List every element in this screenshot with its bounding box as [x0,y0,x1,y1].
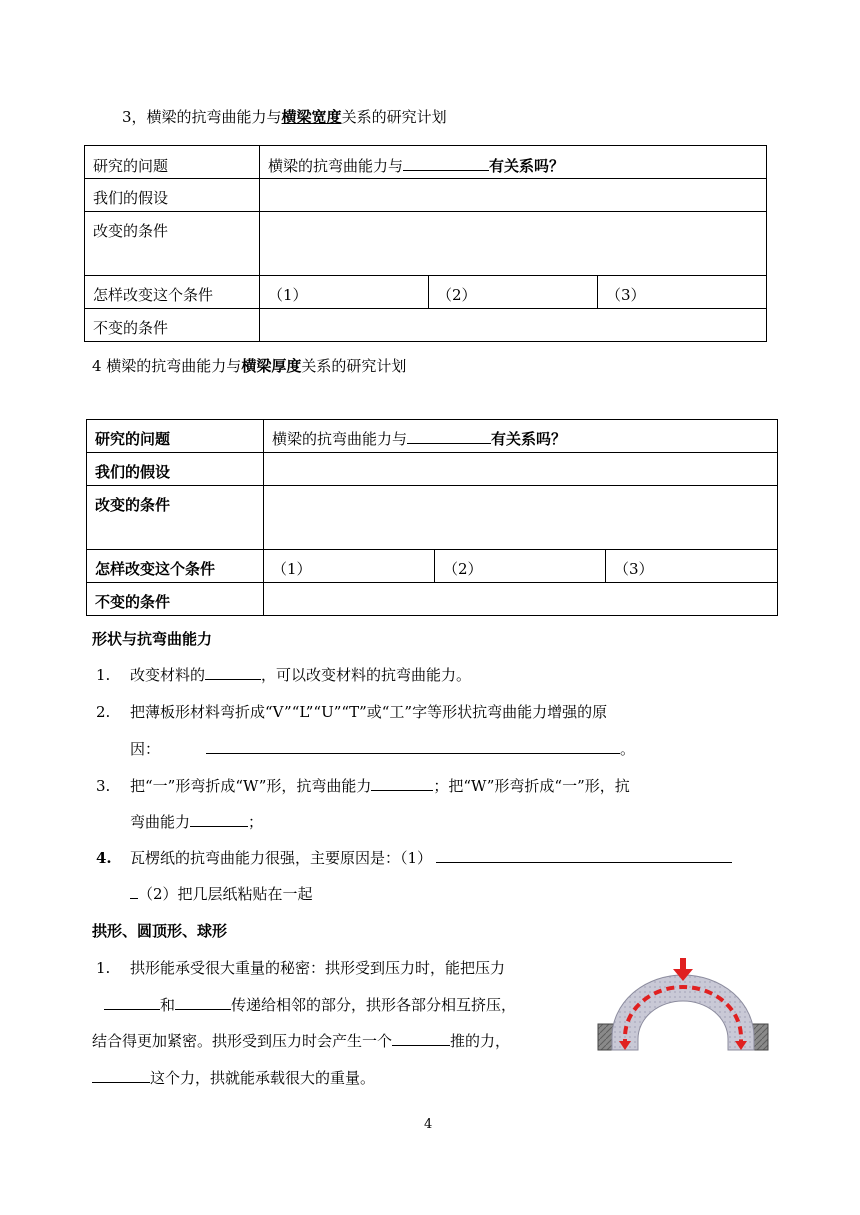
section3-option-2[interactable]: （2） [429,276,598,309]
section3-option-1[interactable]: （1） [260,276,429,309]
section3-question-text: 横梁的抗弯曲能力与 [268,157,404,175]
arch-text-1: 拱形能承受很大重量的秘密：拱形受到压力时，能把压力 [130,959,506,977]
section4-question-suffix: 有关系吗？ [491,430,567,448]
section4-heading-suffix: 关系的研究计划 [301,357,407,375]
page-number: 4 [424,1117,433,1132]
section3-heading-emphasis: 横梁宽度 [281,108,342,126]
section3-question-blank[interactable] [403,156,489,171]
arch-text-4: 这个力，拱就能承载很大的重量。 [150,1069,376,1087]
section3-question-cell [260,146,767,179]
shape-item-3-blank-1[interactable] [371,776,433,791]
arch-line-2 [104,995,516,1015]
shape-item-4-blank[interactable] [436,848,732,863]
section3-hypothesis-cell[interactable] [260,179,767,212]
section4-heading-prefix: 4 横梁的抗弯曲能力与 [92,357,242,375]
shape-item-2-text-b: 因： [130,740,161,758]
section4-heading-emphasis: 横梁厚度 [241,357,302,375]
shape-item-4-line2 [130,884,313,904]
section3-constant-cell[interactable] [260,309,767,342]
shape-item-2-blank[interactable] [206,739,620,754]
section4-plan-table [86,419,778,616]
arch-pressure-illustration [588,955,778,1055]
shape-item-4-blank-tail [130,884,138,899]
arch-line-3 [92,1031,510,1051]
section3-question-suffix: 有关系吗？ [489,157,565,175]
section4-change-label: 改变的条件 [87,486,264,550]
arch-line-1 [96,958,505,978]
arch-blank-2[interactable] [175,995,231,1010]
arch-line-4 [92,1068,375,1088]
shape-item-2 [96,702,607,722]
section3-how-label: 怎样改变这个条件 [85,276,260,309]
shape-item-3-text-c: 弯曲能力 [130,813,191,831]
section4-change-cell[interactable] [264,486,778,550]
shape-item-1 [96,665,471,685]
section3-plan-table [84,145,767,342]
arch-section-title: 拱形、圆顶形、球形 [92,922,228,940]
section4-hypothesis-cell[interactable] [264,453,778,486]
section3-constant-label: 不变的条件 [85,309,260,342]
section3-heading-prefix: 3，横梁的抗弯曲能力与 [122,108,282,126]
shape-item-1-text-a: 改变材料的 [130,666,206,684]
shape-item-2-text-c: 。 [620,740,636,758]
section4-constant-label: 不变的条件 [87,583,264,616]
section4-heading [92,356,406,376]
shape-item-3 [96,776,630,796]
arch-blank-4[interactable] [92,1068,150,1083]
shape-item-4-number: 4. [96,849,112,867]
section4-question-blank[interactable] [407,429,491,444]
shape-item-2-number: 2. [96,703,111,721]
shape-item-2-text-a: 把薄板形材料弯折成“V”“L”“U”“T”或“工”字等形状抗弯曲能力增强的原 [130,703,608,721]
shape-item-4-text-a: 瓦楞纸的抗弯曲能力很强，主要原因是：（1） [130,849,433,867]
shape-item-4-text-b: （2）把几层纸粘贴在一起 [138,885,313,903]
section4-how-label: 怎样改变这个条件 [87,550,264,583]
section4-option-1[interactable]: （1） [264,550,435,583]
shape-item-1-text-b: ，可以改变材料的抗弯曲能力。 [261,666,472,684]
arch-item-number: 1. [96,959,111,977]
section4-hypothesis-label: 我们的假设 [87,453,264,486]
arch-blank-1[interactable] [104,995,160,1010]
section3-question-label: 研究的问题 [85,146,260,179]
section4-question-cell [264,420,778,453]
section4-option-3[interactable]: （3） [606,550,778,583]
section4-option-2[interactable]: （2） [435,550,606,583]
section4-question-label: 研究的问题 [87,420,264,453]
shape-item-3-text-d: ； [248,813,264,831]
arch-text-2a: 和 [160,996,176,1014]
load-arrow-shaft [680,958,686,970]
section3-change-label: 改变的条件 [85,212,260,276]
section3-change-cell[interactable] [260,212,767,276]
section3-hypothesis-label: 我们的假设 [85,179,260,212]
section3-option-3[interactable]: （3） [598,276,767,309]
section3-heading [122,107,447,127]
shape-item-4 [96,848,732,868]
shape-item-1-blank[interactable] [205,665,261,680]
section4-question-text: 横梁的抗弯曲能力与 [272,430,408,448]
section4-constant-cell[interactable] [264,583,778,616]
shape-item-3-text-a: 把“一”形弯折成“W”形，抗弯曲能力 [130,777,372,795]
shape-item-3-line2 [130,812,263,832]
shape-item-1-number: 1. [96,666,111,684]
arch-text-3b: 推的力， [450,1032,511,1050]
shape-section-title: 形状与抗弯曲能力 [92,630,213,648]
shape-item-3-text-b: ；把“W”形弯折成“一”形，抗 [433,777,630,795]
shape-item-3-blank-2[interactable] [190,812,248,827]
arch-text-3a: 结合得更加紧密。拱形受到压力时会产生一个 [92,1032,393,1050]
arch-blank-3[interactable] [392,1031,450,1046]
section3-heading-suffix: 关系的研究计划 [341,108,447,126]
shape-item-2-line2 [130,739,635,759]
shape-item-3-number: 3. [96,777,111,795]
arch-text-2b: 传递给相邻的部分，拱形各部分相互挤压， [231,996,517,1014]
